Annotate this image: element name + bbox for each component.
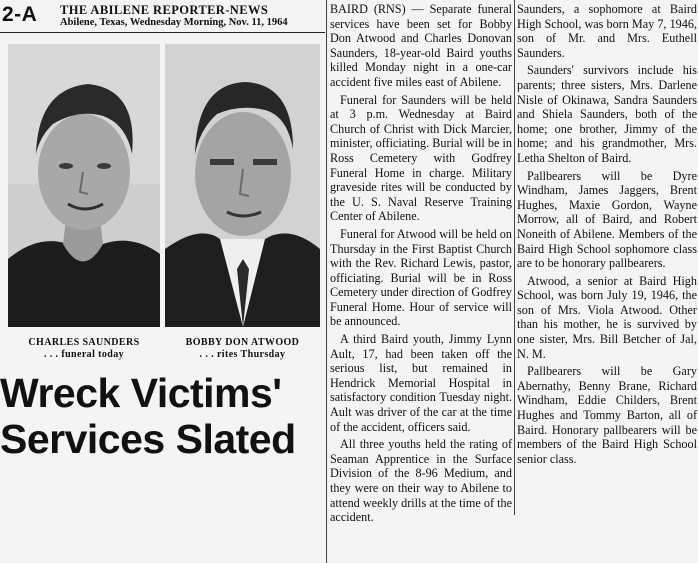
paragraph: BAIRD (RNS) — Separate funeral services have been set for Bobby Don Atwood and Charles Donovan Saunders, 18-year-old Baird youths killed Monday night in a one-car accident five miles east of Abilene.: [330, 2, 512, 89]
column-divider: [326, 0, 327, 563]
page-header: [0, 0, 325, 33]
headline-line-2: Services Slated: [0, 416, 296, 462]
article-column-2: [517, 2, 697, 469]
caption-name: CHARLES SAUNDERS: [28, 337, 140, 348]
dateline: Abilene, Texas, Wednesday Morning, Nov. 11, 1964: [60, 17, 288, 28]
caption-name: BOBBY DON ATWOOD: [185, 337, 300, 348]
headline-line-1: Wreck Victims': [0, 370, 282, 416]
paragraph: Atwood, a senior at Baird High School, was born July 19, 1946, the son of Mrs. Viola Atwood. Other than his mother, he is survived by one sister, Mrs. Bill Betcher of Jal, N. M.: [517, 273, 697, 361]
portrait-image: [165, 44, 320, 327]
paragraph: All three youths held the rating of Seaman Apprentice in the Surface Division of the 8-96 Medium, and they were on their way to Abilene to attend weekly drills at the time of the accident.: [330, 437, 512, 525]
column-divider: [514, 0, 515, 515]
article-column-1: [330, 2, 512, 528]
paragraph: Pallbearers will be Gary Abernathy, Benny Brane, Richard Windham, Eddie Childers, Brent Hughes and Tommy Barton, all of Baird. Honorary pallbearers will be members of the Baird High School senior class.: [517, 364, 697, 466]
paragraph: Saunders' survivors include his parents; three sisters, Mrs. Darlene Nisle of Okinawa, Sandra Saunders and Shiela Saunders, both of the home; one brother, Jimmy of the home; and his grandmother, Mrs. Letha Shelton of Baird.: [517, 63, 697, 165]
masthead: THE ABILENE REPORTER-NEWS: [60, 3, 269, 17]
portrait-image: [8, 44, 160, 327]
photo-bobby-don-atwood: [165, 44, 320, 327]
page-number: 2-A: [2, 3, 38, 26]
paragraph: Funeral for Atwood will be held on Thursday in the First Baptist Church with the Rev. Richard Lewis, pastor, officiating. Burial will be in Ross Cemetery under direction of Godfrey Funeral Home. Hour of service will be announced.: [330, 226, 512, 329]
paragraph: A third Baird youth, Jimmy Lynn Ault, 17, had been taken off the serious list, but remained in Hendrick Memorial Hospital in satisfactory condition Tuesday night. Ault was driver of the car at the time of the accident, officers said.: [330, 332, 512, 434]
caption-charles-saunders: [8, 337, 160, 361]
headline: [0, 370, 325, 462]
paragraph: Funeral for Saunders will be held at 3 p.m. Wednesday at Baird Church of Christ with Dick Marcier, minister, officiating. Burial will be in Ross Cemetery with Godfrey Funeral Home in charge. Military graveside rites will be conducted by the U. S. Naval Reserve Training Center of Abilene.: [330, 92, 512, 224]
photo-charles-saunders: [8, 44, 160, 327]
paragraph: Pallbearers will be Dyre Windham, James Jaggers, Brent Hughes, Maxie Gordon, Wayne Morrow, all of Baird, and Robert Noneith of Abilene. Members of the Baird High School sophomore class are to be honorary pallbearers.: [517, 168, 697, 271]
caption-bobby-don-atwood: [165, 337, 320, 361]
paragraph: Saunders, a sophomore at Baird High School, was born May 7, 1946, son of Mr. and Mrs. Euthell Saunders.: [517, 2, 697, 60]
caption-note: . . . rites Thursday: [199, 349, 286, 360]
caption-note: . . . funeral today: [43, 349, 125, 360]
